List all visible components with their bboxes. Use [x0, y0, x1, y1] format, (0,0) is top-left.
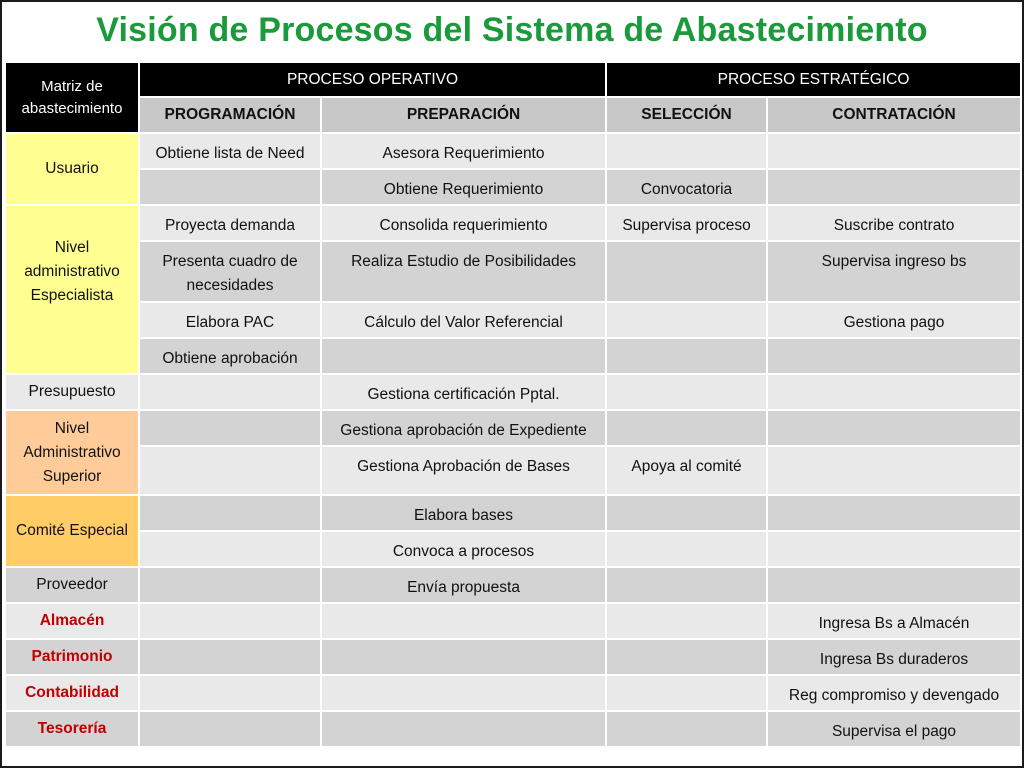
- cell-programacion: [139, 169, 321, 205]
- table-row: [5, 169, 1021, 205]
- cell-seleccion: Supervisa proceso: [606, 205, 767, 241]
- cell-programacion: Presenta cuadro de necesidades: [139, 241, 321, 302]
- cell-preparacion: Obtiene Requerimiento: [321, 169, 606, 205]
- cell-contratacion: [767, 531, 1021, 567]
- cell-seleccion: [606, 338, 767, 374]
- stakeholder-presupuesto: Presupuesto: [5, 374, 139, 410]
- col-header-preparacion: PREPARACIÓN: [321, 97, 606, 133]
- cell-preparacion: [321, 338, 606, 374]
- table-row: [5, 531, 1021, 567]
- table-row: [5, 205, 1021, 241]
- header-row: [5, 62, 1021, 97]
- cell-contratacion: Ingresa Bs duraderos: [767, 639, 1021, 675]
- cell-seleccion: [606, 603, 767, 639]
- cell-programacion: [139, 374, 321, 410]
- table-row: [5, 711, 1021, 747]
- col-header-seleccion: SELECCIÓN: [606, 97, 767, 133]
- stakeholder-usuario: Usuario: [5, 133, 139, 205]
- table-row: [5, 302, 1021, 338]
- cell-preparacion: [321, 639, 606, 675]
- cell-programacion: [139, 603, 321, 639]
- table-row: [5, 567, 1021, 603]
- col-header-contratacion: CONTRATACIÓN: [767, 97, 1021, 133]
- cell-preparacion: Envía propuesta: [321, 567, 606, 603]
- cell-contratacion: [767, 374, 1021, 410]
- stakeholder-almacen: Almacén: [5, 603, 139, 639]
- cell-preparacion: Asesora Requerimiento: [321, 133, 606, 169]
- cell-contratacion: [767, 495, 1021, 531]
- cell-programacion: [139, 675, 321, 711]
- table-row: [5, 374, 1021, 410]
- cell-seleccion: [606, 410, 767, 446]
- cell-preparacion: [321, 603, 606, 639]
- cell-seleccion: [606, 374, 767, 410]
- cell-contratacion: Suscribe contrato: [767, 205, 1021, 241]
- cell-programacion: [139, 446, 321, 495]
- stakeholder-comite-especial: Comité Especial: [5, 495, 139, 567]
- subheader-row: [5, 97, 1021, 133]
- cell-contratacion: Ingresa Bs a Almacén: [767, 603, 1021, 639]
- matrix-corner-label: Matriz de abastecimiento: [5, 62, 139, 133]
- cell-seleccion: [606, 639, 767, 675]
- cell-programacion: Obtiene aprobación: [139, 338, 321, 374]
- stakeholder-proveedor: Proveedor: [5, 567, 139, 603]
- stakeholder-nivel-administrativo-especialista: Nivel administrativo Especialista: [5, 205, 139, 374]
- cell-programacion: [139, 711, 321, 747]
- stakeholder-patrimonio: Patrimonio: [5, 639, 139, 675]
- cell-contratacion: [767, 567, 1021, 603]
- cell-seleccion: [606, 711, 767, 747]
- table-row: [5, 639, 1021, 675]
- cell-programacion: [139, 495, 321, 531]
- cell-preparacion: Convoca a procesos: [321, 531, 606, 567]
- cell-programacion: Elabora PAC: [139, 302, 321, 338]
- table-row: [5, 410, 1021, 446]
- cell-seleccion: Apoya al comité: [606, 446, 767, 495]
- cell-preparacion: Consolida requerimiento: [321, 205, 606, 241]
- cell-preparacion: Cálculo del Valor Referencial: [321, 302, 606, 338]
- cell-preparacion: Gestiona certificación Pptal.: [321, 374, 606, 410]
- cell-seleccion: [606, 675, 767, 711]
- stakeholder-contabilidad: Contabilidad: [5, 675, 139, 711]
- proceso-estrategico-header: PROCESO ESTRATÉGICO: [606, 62, 1021, 97]
- table-row: [5, 495, 1021, 531]
- cell-seleccion: [606, 241, 767, 302]
- cell-seleccion: [606, 302, 767, 338]
- cell-programacion: Obtiene lista de Need: [139, 133, 321, 169]
- proceso-operativo-header: PROCESO OPERATIVO: [139, 62, 606, 97]
- cell-contratacion: [767, 410, 1021, 446]
- stakeholder-nivel-administrativo-superior: Nivel Administrativo Superior: [5, 410, 139, 495]
- cell-seleccion: [606, 567, 767, 603]
- cell-programacion: [139, 531, 321, 567]
- col-header-programacion: PROGRAMACIÓN: [139, 97, 321, 133]
- cell-contratacion: Supervisa el pago: [767, 711, 1021, 747]
- cell-preparacion: [321, 711, 606, 747]
- cell-programacion: Proyecta demanda: [139, 205, 321, 241]
- cell-preparacion: Realiza Estudio de Posibilidades: [321, 241, 606, 302]
- cell-seleccion: Convocatoria: [606, 169, 767, 205]
- table-row: [5, 241, 1021, 302]
- process-matrix: [4, 61, 1022, 748]
- cell-contratacion: [767, 133, 1021, 169]
- cell-contratacion: Supervisa ingreso bs: [767, 241, 1021, 302]
- cell-seleccion: [606, 531, 767, 567]
- cell-seleccion: [606, 133, 767, 169]
- table-row: [5, 338, 1021, 374]
- table-row: [5, 675, 1021, 711]
- cell-programacion: [139, 567, 321, 603]
- cell-preparacion: Elabora bases: [321, 495, 606, 531]
- cell-contratacion: [767, 446, 1021, 495]
- cell-contratacion: [767, 338, 1021, 374]
- stakeholder-tesoreria: Tesorería: [5, 711, 139, 747]
- cell-contratacion: [767, 169, 1021, 205]
- cell-preparacion: [321, 675, 606, 711]
- table-row: [5, 446, 1021, 495]
- cell-programacion: [139, 639, 321, 675]
- cell-preparacion: Gestiona Aprobación de Bases: [321, 446, 606, 495]
- cell-contratacion: Reg compromiso y devengado: [767, 675, 1021, 711]
- cell-programacion: [139, 410, 321, 446]
- cell-preparacion: Gestiona aprobación de Expediente: [321, 410, 606, 446]
- table-row: [5, 603, 1021, 639]
- page-title: Visión de Procesos del Sistema de Abastecimiento: [96, 11, 928, 49]
- cell-seleccion: [606, 495, 767, 531]
- table-row: [5, 133, 1021, 169]
- cell-contratacion: Gestiona pago: [767, 302, 1021, 338]
